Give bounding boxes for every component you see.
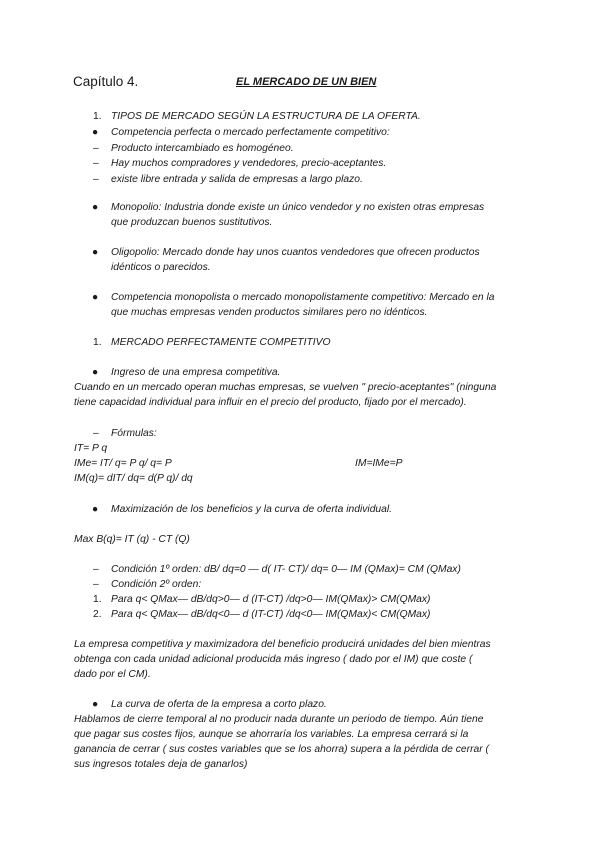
paragraph-line: que pagar sus costes fijos, aunque se ahorraría los variables. La empresa cerrará si la [74, 729, 469, 740]
dash-item: existe libre entrada y salida de empresas a largo plazo. [111, 174, 363, 185]
dash-icon: – [93, 143, 99, 154]
bullet-icon: ● [92, 504, 99, 515]
paragraph-line: Cuando en un mercado operan muchas empresas, se vuelven " precio-aceptantes" (ninguna [74, 382, 497, 393]
section-heading: MERCADO PERFECTAMENTE COMPETITIVO [111, 337, 331, 348]
bullet-icon: ● [92, 247, 99, 258]
case-number: 1. [93, 594, 102, 605]
paragraph-line: ganancia de cerrar ( sus costes variables que se los ahorra) supera a la pérdida de cerrar ( [74, 744, 489, 755]
condition-first-order: Condición 1º orden: dB/ dq=0 — d( IT- CT)/ dq= 0— IM (QMax)= CM (QMax) [111, 564, 461, 575]
bullet-oligopolio-cont: idénticos o parecidos. [111, 262, 211, 273]
bullet-icon: ● [92, 127, 99, 138]
bullet-competencia-perfecta: Competencia perfecta o mercado perfectamente competitivo: [111, 127, 390, 138]
paragraph-line: tiene capacidad individual para influir en el precio del producto, fijado por el mercado). [74, 397, 467, 408]
paragraph-line: Hablamos de cierre temporal al no producir nada durante un periodo de tiempo. Aún tiene [74, 714, 484, 725]
case-item: Para q< QMax— dB/dq>0— d (IT-CT) /dq>0— IM(QMax)> CM(QMax) [111, 594, 431, 605]
dash-item: Hay muchos compradores y vendedores, precio-aceptantes. [111, 158, 387, 169]
dash-icon: – [93, 428, 99, 439]
max-formula: Max B(q)= IT (q) - CT (Q) [74, 534, 190, 545]
paragraph-line: obtenga con cada unidad adicional producida más ingreso ( dado por el IM) que coste ( [74, 654, 473, 665]
bullet-curva: La curva de oferta de la empresa a corto plazo. [111, 699, 327, 710]
bullet-monopolistica-cont: que muchas empresas venden productos similares pero no idénticos. [111, 307, 428, 318]
formula-ime: IMe= IT/ q= P q/ q= P [74, 458, 172, 469]
section-number: 1. [93, 111, 102, 122]
bullet-monopolio: Monopolio: Industria donde existe un único vendedor y no existen otras empresas [111, 202, 485, 213]
section-number: 1. [93, 337, 102, 348]
chapter-label: Capítulo 4. [73, 74, 139, 89]
bullet-icon: ● [92, 202, 99, 213]
formula-im-ime: IM=IMe=P [355, 458, 403, 469]
bullet-maximizacion: Maximización de los beneficios y la curva de oferta individual. [111, 504, 393, 515]
dash-icon: – [93, 579, 99, 590]
chapter-title: EL MERCADO DE UN BIEN [236, 76, 377, 88]
bullet-monopolistica: Competencia monopolista o mercado monopolistamente competitivo: Mercado en la [111, 292, 495, 303]
bullet-icon: ● [92, 367, 99, 378]
dash-icon: – [93, 564, 99, 575]
dash-item: Producto intercambiado es homogéneo. [111, 143, 294, 154]
case-item: Para q< QMax— dB/dq<0— d (IT-CT) /dq<0— IM(QMax)< CM(QMax) [111, 609, 431, 620]
condition-second-order: Condición 2º orden: [111, 579, 202, 590]
formula-im: IM(q)= dIT/ dq= d(P q)/ dq [74, 473, 193, 484]
bullet-ingreso: Ingreso de una empresa competitiva. [111, 367, 281, 378]
section-heading: TIPOS DE MERCADO SEGÚN LA ESTRUCTURA DE LA OFERTA. [111, 111, 421, 122]
formula-it: IT= P q [74, 443, 108, 454]
paragraph-line: dado por el CM). [74, 669, 151, 680]
bullet-icon: ● [92, 699, 99, 710]
dash-icon: – [93, 174, 99, 185]
bullet-oligopolio: Oligopolio: Mercado donde hay unos cuantos vendedores que ofrecen productos [111, 247, 480, 258]
formulas-label: Fórmulas: [111, 428, 157, 439]
bullet-monopolio-cont: que produzcan buenos sustitutivos. [111, 217, 273, 228]
bullet-icon: ● [92, 292, 99, 303]
case-number: 2. [93, 609, 102, 620]
paragraph-line: La empresa competitiva y maximizadora del beneficio producirá unidades del bien mientras [74, 639, 491, 650]
dash-icon: – [93, 158, 99, 169]
paragraph-line: sus ingresos totales deja de ganarlos) [74, 759, 248, 770]
